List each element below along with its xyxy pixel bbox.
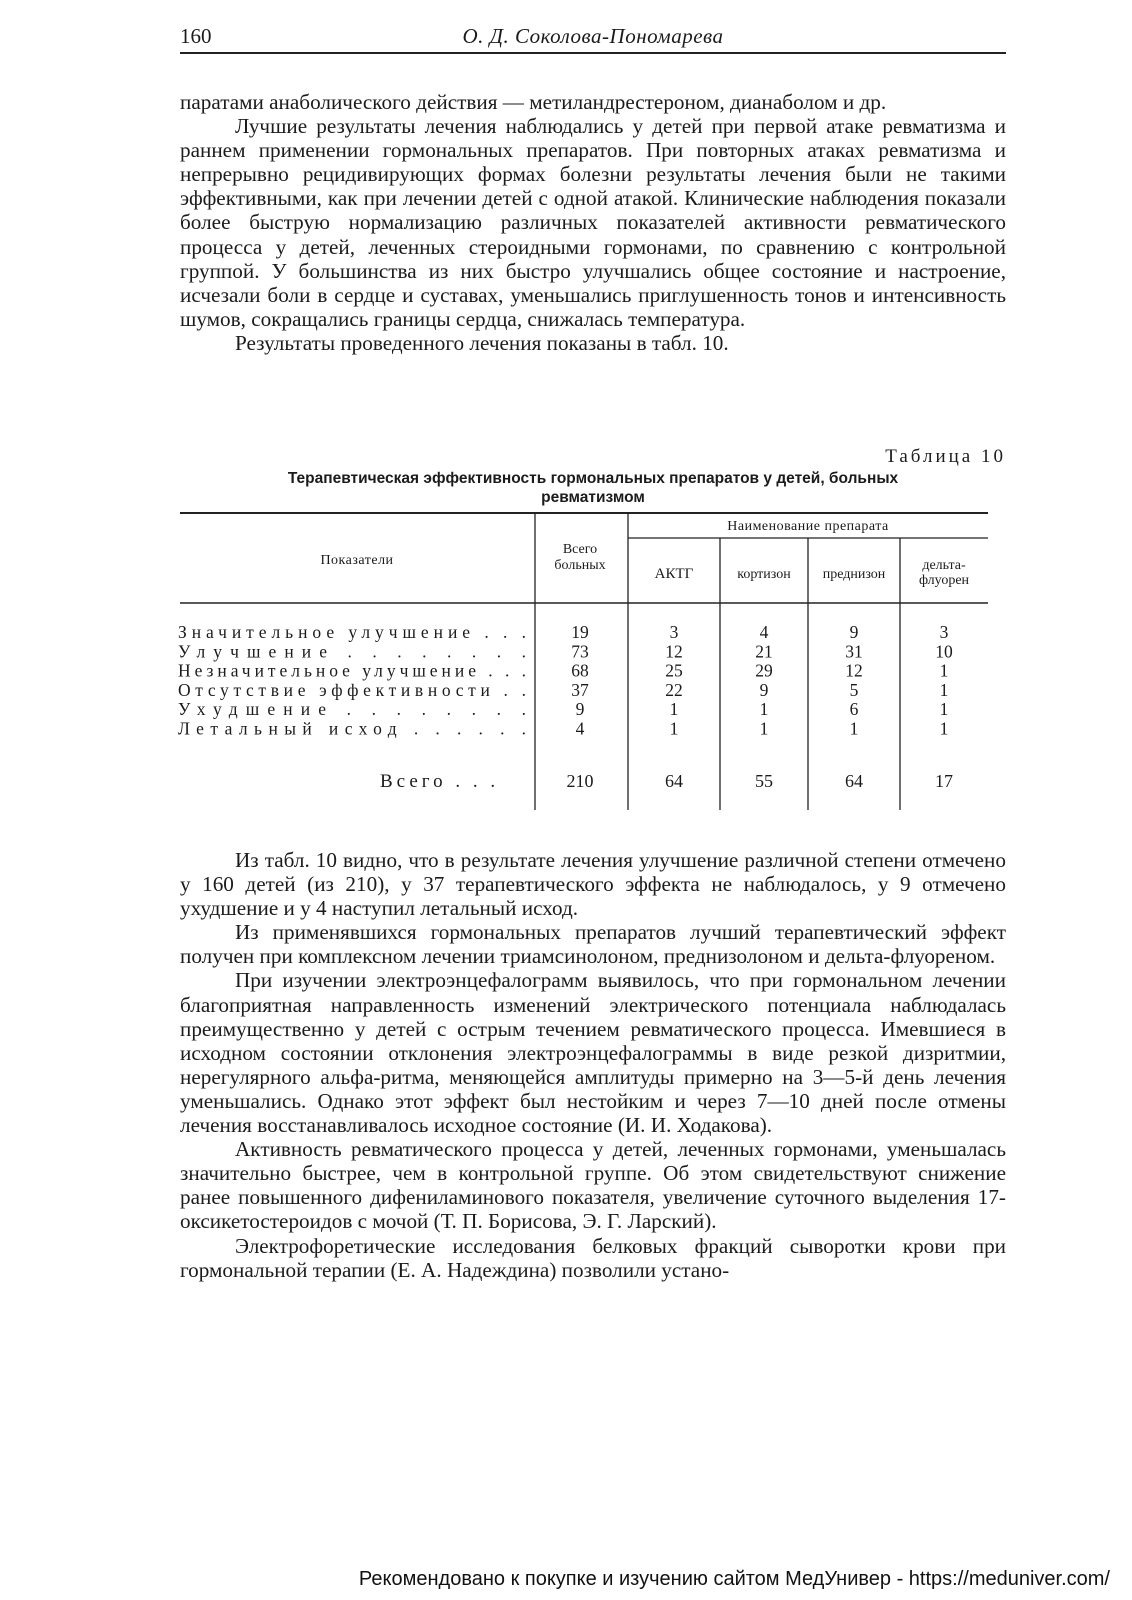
cell-value: 73 bbox=[571, 641, 589, 662]
cell-value: 1 bbox=[939, 679, 949, 700]
header-total: больных bbox=[554, 558, 606, 573]
header-indicators: Показатели bbox=[320, 553, 394, 568]
cell-value: 12 bbox=[665, 641, 683, 662]
total-value: 55 bbox=[755, 771, 773, 791]
row-label: Отсутствие эффективности . . bbox=[178, 679, 526, 700]
total-value: 17 bbox=[935, 771, 953, 791]
paragraph: Из табл. 10 видно, что в результате лечения улучшение различной степени отмечено у 160 детей (из 210), у 37 терапевтического эффекта не наблюдалось, у 9 отмечено ухудшение и у 4 наступил летальный исход. bbox=[180, 848, 1006, 921]
cell-value: 6 bbox=[849, 699, 859, 720]
cell-value: 3 bbox=[939, 622, 949, 642]
header-drug: флуорен bbox=[918, 573, 970, 588]
cell-value: 25 bbox=[665, 660, 683, 681]
cell-value: 4 bbox=[575, 718, 585, 739]
paragraph: Результаты проведенного лечения показаны в табл. 10. bbox=[235, 330, 729, 355]
cell-value: 5 bbox=[849, 679, 859, 700]
footer-recommendation: Рекомендовано к покупке и изучению сайтом МедУнивер - https://meduniver.com/ bbox=[358, 1568, 1110, 1590]
cell-value: 1 bbox=[759, 699, 769, 720]
row-label: Летальный исход . . . . . . bbox=[178, 718, 527, 739]
paragraph: паратами анаболического действия — метиландрестероном, дианаболом и др. bbox=[180, 90, 887, 114]
cell-value: 9 bbox=[575, 699, 585, 720]
cell-value: 1 bbox=[939, 718, 949, 739]
cell-value: 1 bbox=[759, 718, 769, 739]
cell-value: 9 bbox=[759, 679, 769, 700]
cell-value: 1 bbox=[669, 699, 679, 720]
cell-value: 10 bbox=[935, 641, 953, 662]
cell-value: 68 bbox=[571, 660, 589, 681]
row-label: Незначительное улучшение . . . bbox=[178, 660, 526, 681]
cell-value: 4 bbox=[759, 622, 769, 642]
cell-value: 1 bbox=[849, 718, 859, 739]
total-value: 64 bbox=[665, 771, 683, 791]
cell-value: 9 bbox=[849, 622, 859, 642]
cell-value: 29 bbox=[755, 660, 773, 681]
row-label: Значительное улучшение . . . bbox=[178, 622, 526, 642]
header-drug: АКТГ bbox=[654, 566, 694, 582]
cell-value: 3 bbox=[669, 622, 679, 642]
header-drug: кортизон bbox=[737, 567, 791, 582]
cell-value: 21 bbox=[755, 641, 773, 662]
paragraph: Электрофоретические исследования белковых фракций сыворотки крови при гормональной терапии (Е. А. Надеждина) позволили устано- bbox=[180, 1233, 1006, 1282]
table-body bbox=[178, 622, 953, 739]
cell-value: 22 bbox=[665, 679, 683, 700]
header-drug: преднизон bbox=[822, 567, 886, 582]
running-title: О. Д. Соколова-Пономарева bbox=[462, 24, 724, 48]
header-drug-group: Наименование препарата bbox=[727, 519, 889, 534]
row-label: Ухудшение . . . . . . . . bbox=[178, 699, 526, 720]
cell-value: 37 bbox=[571, 679, 589, 700]
paragraph: При изучении электроэнцефалограмм выявилось, что при гормональном лечении благоприятная направленность изменений электрического потенциала наблюдалась преимущественно у детей с острым течением ревматического процесса. Имевшиеся в исходном состоянии отклонения электроэнцефалограммы в виде резкой дизритмии, нерегулярного альфа-ритма, меняющейся амплитуды примерно на 3—5-й день лечения уменьшались. Однако этот эффект был нестойким и через 7—10 дней после отмены лечения восстанавливалось исходное состояние (И. И. Ходакова). bbox=[180, 968, 1006, 1138]
cell-value: 19 bbox=[571, 622, 589, 642]
total-label: Всего . . . bbox=[380, 771, 500, 792]
header-total: Всего bbox=[562, 542, 598, 557]
cell-value: 31 bbox=[845, 641, 863, 662]
row-label: Улучшение . . . . . . . . bbox=[178, 641, 526, 662]
paragraph: Из применявшихся гормональных препаратов лучший терапевтический эффект получен при комплексном лечении триамсинолоном, преднизолоном и дельта-флуореном. bbox=[180, 920, 1006, 969]
cell-value: 1 bbox=[669, 718, 679, 739]
table-caption-line: ревматизмом bbox=[541, 489, 645, 506]
header-drug: дельта- bbox=[922, 558, 966, 573]
table-caption-line: Терапевтическая эффективность гормональных препаратов у детей, больных bbox=[287, 470, 899, 487]
page-number: 160 bbox=[180, 24, 212, 48]
cell-value: 1 bbox=[939, 660, 949, 681]
paragraph: Лучшие результаты лечения наблюдались у детей при первой атаке ревматизма и раннем применении гормональных препаратов. При повторных атаках ревматизма и непрерывно рецидивирующих формах болезни результаты лечения были не такими эффективными, как при лечении детей с одной атакой. Клинические наблюдения показали более быструю нормализацию различных показателей активности ревматического процесса у детей, леченных стероидными гормонами, по сравнению с контрольной группой. У большинства из них быстро улучшались общее состояние и настроение, исчезали боли в сердце и суставах, уменьшались приглушенность тонов и интенсивность шумов, сокращались границы сердца, снижалась температура. bbox=[180, 114, 1006, 331]
total-value: 210 bbox=[566, 771, 594, 791]
cell-value: 12 bbox=[845, 660, 863, 681]
body-text bbox=[180, 848, 1006, 1282]
cell-value: 1 bbox=[939, 699, 949, 720]
paragraph: Активность ревматического процесса у детей, леченных гормонами, уменьшалась значительно быстрее, чем в контрольной группе. Об этом свидетельствуют снижение ранее повышенного дифениламинового показателя, увеличение суточного выделения 17-оксикетостероидов с мочой (Т. П. Борисова, Э. Г. Ларский). bbox=[180, 1137, 1006, 1234]
total-value: 64 bbox=[845, 771, 863, 791]
table-label: Таблица 10 bbox=[885, 446, 1006, 467]
